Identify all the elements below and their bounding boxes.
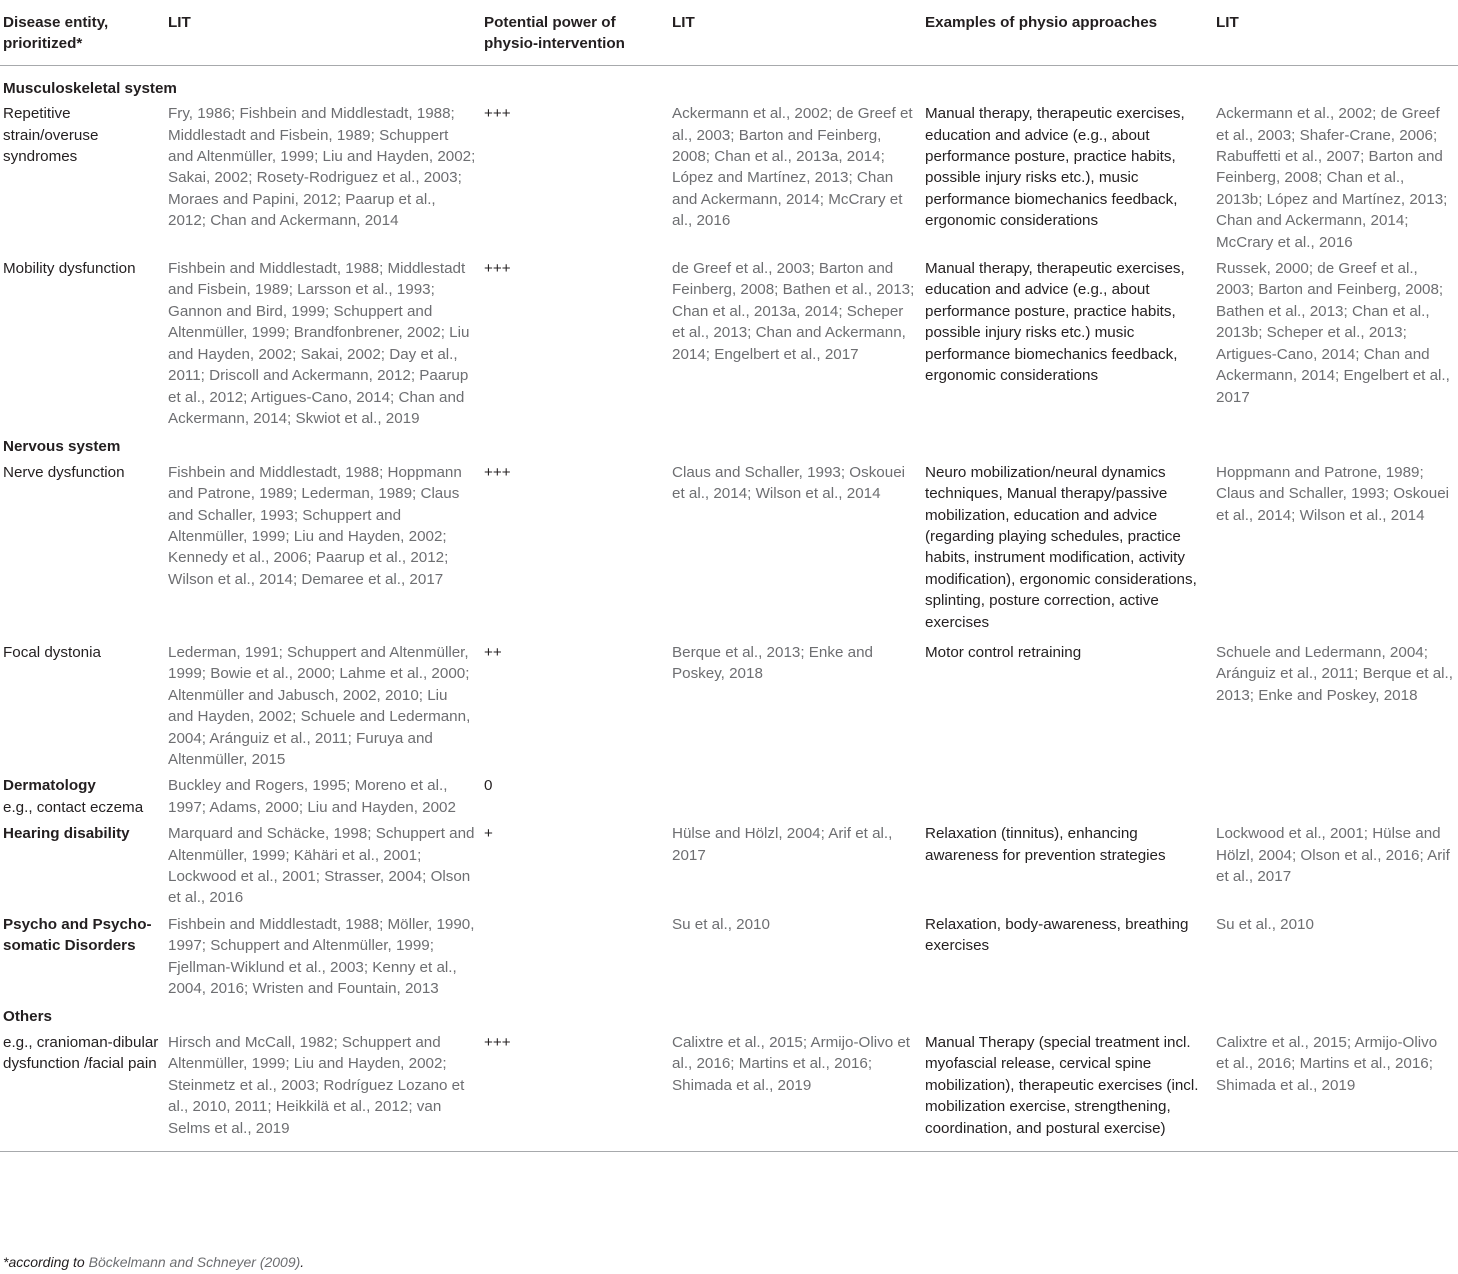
section-nervous: Nervous system — [3, 438, 121, 456]
table-row — [0, 101, 1458, 256]
entity-dermatology-example: e.g., contact eczema — [3, 798, 144, 816]
lit-cell: de Greef et al., 2003; Barton and Feinberg, 2008; Bathen et al., 2013; Chan et al., 2013a, 2014; Scheper et al., 2013; Chan and Ackermann, 2014; Engelbert et al., 2017 — [672, 260, 915, 363]
lit-cell: Berque et al., 2013; Enke and Poskey, 2018 — [672, 643, 873, 683]
header-physio-approaches: Examples of physio approaches — [922, 4, 1213, 65]
table-row — [0, 1030, 1458, 1152]
footnote — [3, 1253, 304, 1271]
section-others: Others — [3, 1008, 52, 1026]
lit-cell: Hülse and Hölzl, 2004; Arif et al., 2017 — [672, 825, 893, 864]
lit-cell: Calixtre et al., 2015; Armijo-Olivo et al., 2016; Martins et al., 2016; Shimada et al., 2019 — [669, 1030, 922, 1152]
table-row — [0, 460, 1458, 636]
header-lit-1: LIT — [165, 4, 481, 65]
lit-cell: Russek, 2000; de Greef et al., 2003; Barton and Feinberg, 2008; Bathen et al., 2013; Chan et al., 2013b; Scheper et al., 2013; Artigues-Cano, 2014; Chan and Ackermann, 2014; Engelbert et al., 2017 — [1216, 260, 1450, 406]
lit-cell: Su et al., 2010 — [672, 915, 770, 933]
approach-cell: Manual Therapy (special treatment incl. myofascial release, cervical spine mobilization), therapeutic exercises (incl. mobilization exercise, strengthening, coordination, and postural exercise) — [922, 1030, 1213, 1152]
section-row — [0, 1002, 1458, 1029]
entity-mobility-dysfunction: Mobility dysfunction — [3, 260, 136, 278]
entity-focal-dystonia: Focal dystonia — [3, 643, 101, 661]
power-cell: +++ — [484, 105, 511, 123]
header-lit-2: LIT — [669, 4, 922, 65]
power-cell: 0 — [484, 777, 493, 795]
entity-craniomandibular: e.g., cranioman-dibular dysfunction /facial pain — [0, 1030, 165, 1152]
footnote-suffix: . — [300, 1254, 305, 1270]
table-row — [0, 256, 1458, 432]
entity-dermatology — [0, 773, 165, 821]
footnote-reference-link[interactable]: Böckelmann and Schneyer (2009) — [88, 1254, 301, 1270]
header-row — [0, 4, 1458, 65]
lit-cell: Hirsch and McCall, 1982; Schuppert and Altenmüller, 1999; Liu and Hayden, 2002; Steinmetz et al., 2003; Rodríguez Lozano et al., 2010, 2011; Heikkilä et al., 2012; van Selms et al., 2019 — [165, 1030, 481, 1152]
power-cell — [481, 912, 669, 1003]
table-row — [0, 636, 1458, 773]
footnote-prefix: *according to — [3, 1254, 89, 1270]
lit-cell: Lederman, 1991; Schuppert and Altenmüller, 1999; Bowie et al., 2000; Lahme et al., 2000; Altenmüller and Jabusch, 2002, 2010; Liu and Hayden, 2002; Schuele and Ledermann, 2004; Aránguiz et al., 2011; Furuya and Altenmüller, 2015 — [168, 643, 471, 768]
header-potential-power: Potential power of physio-intervention — [481, 4, 669, 65]
lit-cell: Claus and Schaller, 1993; Oskouei et al., 2014; Wilson et al., 2014 — [672, 463, 906, 503]
lit-cell: Fishbein and Middlestadt, 1988; Middlestadt and Fisbein, 1989; Larsson et al., 1993; Gannon and Bird, 1999; Schuppert and Altenmüller, 1999; Brandfonbrener, 2002; Liu and Hayden, 2002; Sakai, 2002; Day et al., 2011; Driscoll and Ackermann, 2012; Paarup et al., 2012; Artigues-Cano, 2014; Chan and Ackermann, 2014; Skwiot et al., 2019 — [168, 260, 470, 427]
entity-nerve-dysfunction: Nerve dysfunction — [3, 463, 125, 481]
lit-cell: Ackermann et al., 2002; de Greef et al., 2003; Shafer-Crane, 2006; Rabuffetti et al., 2007; Barton and Feinberg, 2008; Chan et al., 2013b; López and Martínez, 2013; Chan and Ackermann, 2014; McCrary et al., 2016 — [1216, 105, 1448, 251]
approach-cell: Manual therapy, therapeutic exercises, education and advice (e.g., about performance posture, practice habits, possible injury risks etc.) music performance biomechanics feedback, ergonomic considerations — [925, 260, 1185, 385]
disease-table — [0, 4, 1458, 1152]
lit-cell: Calixtre et al., 2015; Armijo-Olivo et al., 2016; Martins et al., 2016; Shimada et al., 2019 — [1213, 1030, 1458, 1152]
header-lit-3: LIT — [1213, 4, 1458, 65]
lit-cell: Lockwood et al., 2001; Hülse and Hölzl, 2004; Olson et al., 2016; Arif et al., 2017 — [1216, 825, 1450, 886]
power-cell: ++ — [484, 643, 502, 661]
lit-cell: Hoppmann and Patrone, 1989; Claus and Schaller, 1993; Oskouei et al., 2014; Wilson et al., 2014 — [1216, 463, 1450, 524]
table-row — [0, 912, 1458, 1003]
entity-dermatology-title: Dermatology — [3, 777, 96, 795]
approach-cell: Relaxation (tinnitus), enhancing awareness for prevention strategies — [925, 825, 1166, 864]
lit-cell: Schuele and Ledermann, 2004; Aránguiz et al., 2011; Berque et al., 2013; Enke and Poskey, 2018 — [1216, 643, 1453, 704]
lit-cell: Ackermann et al., 2002; de Greef et al., 2003; Barton and Feinberg, 2008; Chan et al., 2013a, 2014; López and Martínez, 2013; Chan and Ackermann, 2014; McCrary et al., 2016 — [672, 105, 913, 230]
table-row — [0, 773, 1458, 821]
approach-cell: Manual therapy, therapeutic exercises, education and advice (e.g., about performance posture, practice habits, possible injury risks etc.), music performance biomechanics feedback, ergonomic considerations — [925, 105, 1185, 230]
lit-cell — [1213, 773, 1458, 821]
section-row — [0, 65, 1458, 101]
table-row — [0, 821, 1458, 912]
entity-hearing-disability: Hearing disability — [3, 825, 130, 843]
lit-cell — [669, 773, 922, 821]
approach-cell: Motor control retraining — [925, 643, 1082, 661]
header-disease-entity: Disease entity, prioritized* — [0, 4, 165, 65]
lit-cell: Fishbein and Middlestadt, 1988; Möller, 1990, 1997; Schuppert and Altenmüller, 1999; Fjellman-Wiklund et al., 2003; Kenny et al., 2004, 2016; Wristen and Fountain, 2013 — [168, 915, 475, 998]
approach-cell — [922, 773, 1213, 821]
power-cell: +++ — [484, 463, 511, 481]
lit-cell: Su et al., 2010 — [1216, 915, 1314, 933]
approach-cell: Neuro mobilization/neural dynamics techniques, Manual therapy/passive mobilization, education and advice (regarding playing schedules, practice habits, instrument modification, activity modification), ergonomic considerations, splinting, posture correction, active exercises — [925, 463, 1197, 631]
approach-cell: Relaxation, body-awareness, breathing exercises — [925, 915, 1189, 955]
lit-cell: Fishbein and Middlestadt, 1988; Hoppmann and Patrone, 1989; Lederman, 1989; Claus and Schaller, 1993; Schuppert and Altenmüller, 1999; Liu and Hayden, 2002; Kennedy et al., 2006; Paarup et al., 2012; Wilson et al., 2014; Demaree et al., 2017 — [168, 463, 462, 588]
lit-cell: Fry, 1986; Fishbein and Middlestadt, 1988; Middlestadt and Fisbein, 1989; Schuppert and Altenmüller, 1999; Liu and Hayden, 2002; Sakai, 2002; Rosety-Rodriguez et al., 2003; Moraes and Papini, 2012; Paarup et al., 2012; Chan and Ackermann, 2014 — [168, 105, 476, 230]
lit-cell: Marquard and Schäcke, 1998; Schuppert and Altenmüller, 1999; Kähäri et al., 2001; Lockwood et al., 2001; Strasser, 2004; Olson et al., 2016 — [168, 825, 475, 907]
power-cell: + — [484, 825, 493, 843]
lit-cell: Buckley and Rogers, 1995; Moreno et al., 1997; Adams, 2000; Liu and Hayden, 2002 — [168, 777, 456, 816]
power-cell: +++ — [481, 1030, 669, 1152]
section-row — [0, 432, 1458, 459]
entity-repetitive-strain: Repetitive strain/overuse syndromes — [3, 105, 99, 166]
power-cell: +++ — [484, 260, 511, 278]
section-musculoskeletal: Musculoskeletal system — [3, 79, 177, 97]
entity-psycho-disorders: Psycho and Psycho-somatic Disorders — [3, 915, 152, 955]
